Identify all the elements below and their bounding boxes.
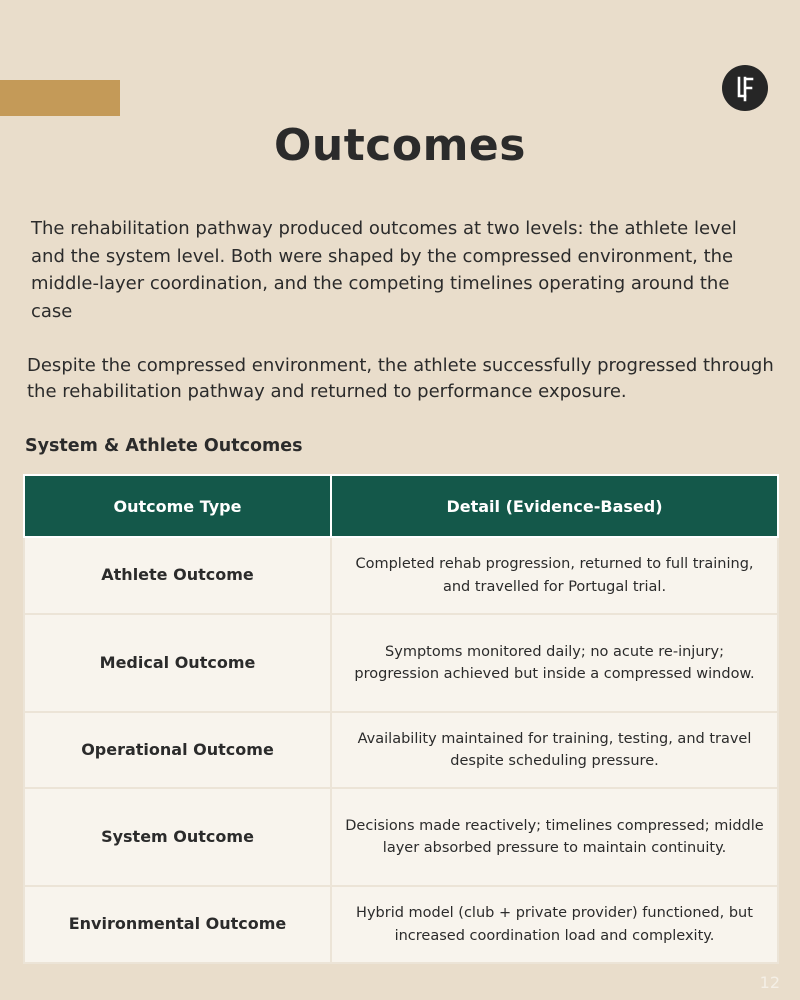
outcome-type-cell: Environmental Outcome (24, 886, 331, 963)
outcome-detail-cell: Hybrid model (club + private provider) functioned, but increased coordination load and complexity. (331, 886, 778, 963)
page-title: Outcomes (274, 120, 526, 171)
column-header-outcome-type: Outcome Type (24, 475, 331, 537)
table-row (24, 886, 778, 963)
table-row (24, 614, 778, 712)
intro-paragraph: The rehabilitation pathway produced outcomes at two levels: the athlete level and the system level. Both were shaped by the compressed environment, the middle-layer coordination, and the competing timelines operating around the case (31, 218, 737, 322)
table-header-row (24, 475, 778, 537)
table-row (24, 788, 778, 886)
lf-monogram (730, 73, 760, 103)
outcomes-table (23, 474, 779, 964)
summary-paragraph: Despite the compressed environment, the athlete successfully progressed through the rehabilitation pathway and returned to performance exposure. (27, 355, 774, 402)
table-row (24, 537, 778, 614)
table-row (24, 712, 778, 788)
outcome-detail-cell: Decisions made reactively; timelines compressed; middle layer absorbed pressure to maintain continuity. (331, 788, 778, 886)
outcome-detail-cell: Symptoms monitored daily; no acute re-injury; progression achieved but inside a compressed window. (331, 614, 778, 712)
accent-bar (0, 80, 120, 116)
outcome-type-cell: Operational Outcome (24, 712, 331, 788)
page-number: 12 (759, 973, 780, 992)
outcome-detail-cell: Completed rehab progression, returned to full training, and travelled for Portugal trial. (331, 537, 778, 614)
outcome-type-cell: Medical Outcome (24, 614, 331, 712)
outcome-detail-cell: Availability maintained for training, testing, and travel despite scheduling pressure. (331, 712, 778, 788)
outcome-type-cell: System Outcome (24, 788, 331, 886)
outcome-type-cell: Athlete Outcome (24, 537, 331, 614)
column-header-detail: Detail (Evidence-Based) (331, 475, 778, 537)
table-heading: System & Athlete Outcomes (25, 436, 303, 456)
lf-logo-icon (722, 65, 768, 111)
